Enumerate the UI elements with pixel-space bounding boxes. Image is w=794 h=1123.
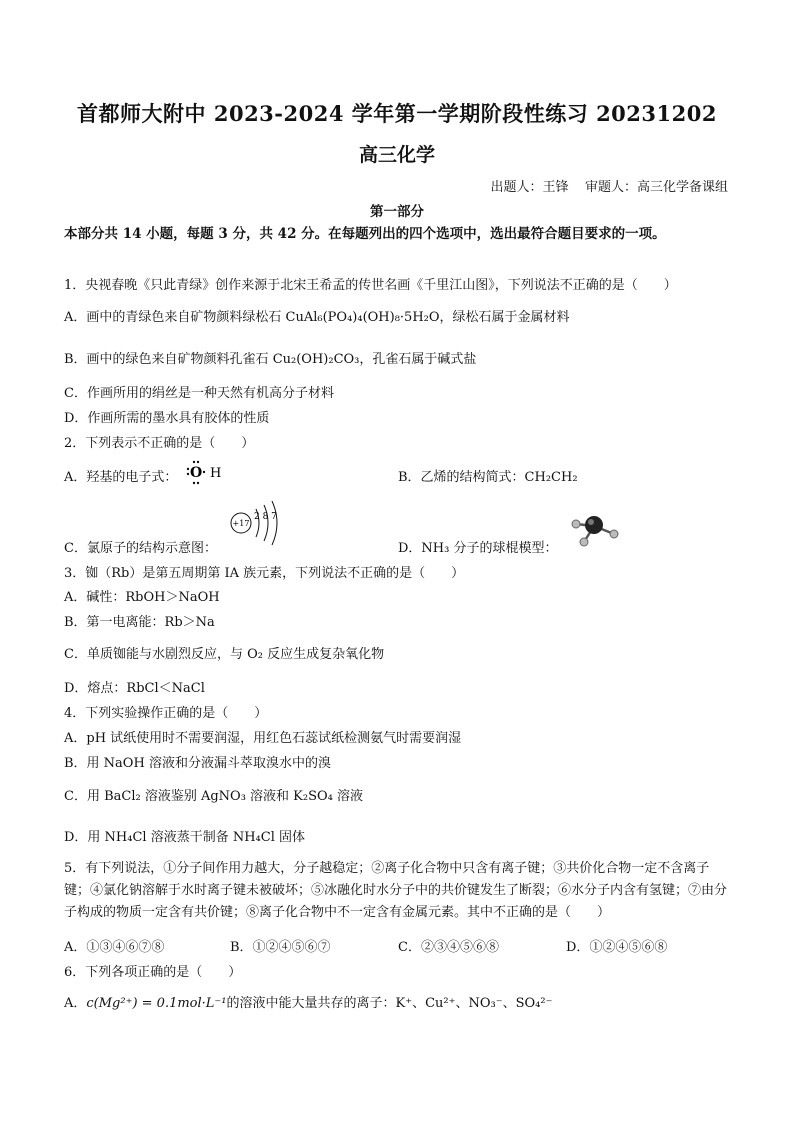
q3-option-c: C．单质铷能与水剧烈反应，与 O₂ 反应生成复杂氧化物 — [64, 647, 385, 662]
q3-stem: 3．铷（Rb）是第五周期第 IA 族元素，下列说法不正确的是（ ） — [64, 566, 465, 581]
q6-option-a — [64, 992, 552, 1011]
q2-option-a — [64, 466, 177, 485]
q5-option-a: A．①③④⑥⑦⑧ — [64, 940, 165, 955]
q2-c-nucleus: +17 — [232, 519, 250, 528]
q3-option-b: B．第一电离能：Rb＞Na — [64, 615, 215, 630]
chlorine-atom-structure-icon — [228, 497, 288, 549]
part-heading: 第一部分 — [370, 204, 424, 220]
q5-stem: 5．有下列说法，①分子间作用力越大，分子越稳定；②离子化合物中只含有离子键；③共价化合物一定不含离子键；④氯化钠溶解于水时离子键未被破坏；⑤冰融化时水分子中的共价键发生了断裂；⑥水分子内含有氢键；⑦由分子构成的物质一定含有共价键；⑧离子化合物中不一定含有金属元素。其中不正确的是（ ） — [64, 861, 728, 920]
q1-option-b — [64, 348, 476, 367]
q5-option-d: D．①②④⑤⑥⑧ — [566, 940, 668, 955]
q2-stem: 2．下列表示不正确的是（ ） — [64, 436, 255, 451]
q1-option-d: D．作画所需的墨水具有胶体的性质 — [64, 411, 270, 426]
q1-b-text: B．画中的绿色来自矿物颜料孔雀石 — [64, 352, 273, 367]
q2-a-h: H — [210, 466, 222, 481]
svg-text:O: O — [190, 465, 203, 481]
instructions: 本部分共 14 小题，每题 3 分，共 42 分。在每题列出的四个选项中，选出最符合题目要求的一项。 — [64, 226, 666, 242]
q4-option-b: B．用 NaOH 溶液和分液漏斗萃取溴水中的溴 — [64, 756, 331, 771]
q3-option-a: A．碱性：RbOH＞NaOH — [64, 590, 220, 605]
q2-a-text: A．羟基的电子式： — [64, 470, 178, 485]
q1-b-post: ，孔雀石属于碱式盐 — [359, 352, 477, 367]
q1-option-c: C．作画所用的绢丝是一种天然有机高分子材料 — [64, 386, 334, 401]
q5-option-b: B．①②④⑤⑥⑦ — [230, 940, 331, 955]
q1-stem: 1．央视春晚《只此青绿》创作来源于北宋王希孟的传世名画《千里江山图》，下列说法不正确的是（ ） — [64, 278, 677, 293]
q2-option-d: D．NH₃ 分子的球棍模型： — [398, 541, 558, 556]
q6-a-post: 的溶液中能大量共存的离子：K⁺、Cu²⁺、NO₃⁻、SO₄²⁻ — [226, 996, 553, 1011]
q1-a-formula: CuAl₆(PO₄)₄(OH)₈·5H₂O — [285, 310, 440, 325]
q4-option-d: D．用 NH₄Cl 溶液蒸干制备 NH₄Cl 固体 — [64, 830, 306, 845]
q4-option-c: C．用 BaCl₂ 溶液鉴别 AgNO₃ 溶液和 K₂SO₄ 溶液 — [64, 789, 364, 804]
q1-a-post: ，绿松石属于金属材料 — [439, 310, 570, 325]
q3-option-d: D．熔点：RbCl＜NaCl — [64, 681, 205, 696]
q1-b-formula: Cu₂(OH)₂CO₃ — [272, 352, 360, 367]
q2-c-shells: 2 8 7 — [254, 512, 277, 522]
q2-option-b: B．乙烯的结构简式：CH₂CH₂ — [398, 470, 578, 485]
q6-stem: 6．下列各项正确的是（ ） — [64, 965, 242, 980]
q5-option-c: C．②③④⑤⑥⑧ — [398, 940, 499, 955]
authors-line: 出题人：王锋 审题人：高三化学备课组 — [490, 180, 728, 195]
exam-title: 首都师大附中 2023-2024 学年第一学期阶段性练习 20231202 — [77, 101, 717, 126]
q1-a-text: A．画中的青绿色来自矿物颜料绿松石 — [64, 310, 286, 325]
exam-subtitle: 高三化学 — [358, 144, 435, 166]
hydroxyl-electron-dot-icon — [186, 456, 228, 488]
nh3-ball-stick-model-icon — [566, 512, 626, 552]
q1-option-a — [64, 306, 570, 325]
q4-stem: 4．下列实验操作正确的是（ ） — [64, 706, 268, 721]
q2-option-c: C．氯原子的结构示意图： — [64, 541, 217, 556]
q4-option-a: A．pH 试纸使用时不需要润湿，用红色石蕊试纸检测氨气时需要润湿 — [64, 731, 462, 746]
q6-a-label: A． — [64, 996, 87, 1011]
q6-a-formula: c(Mg²⁺) = 0.1mol·L⁻¹ — [86, 996, 227, 1011]
